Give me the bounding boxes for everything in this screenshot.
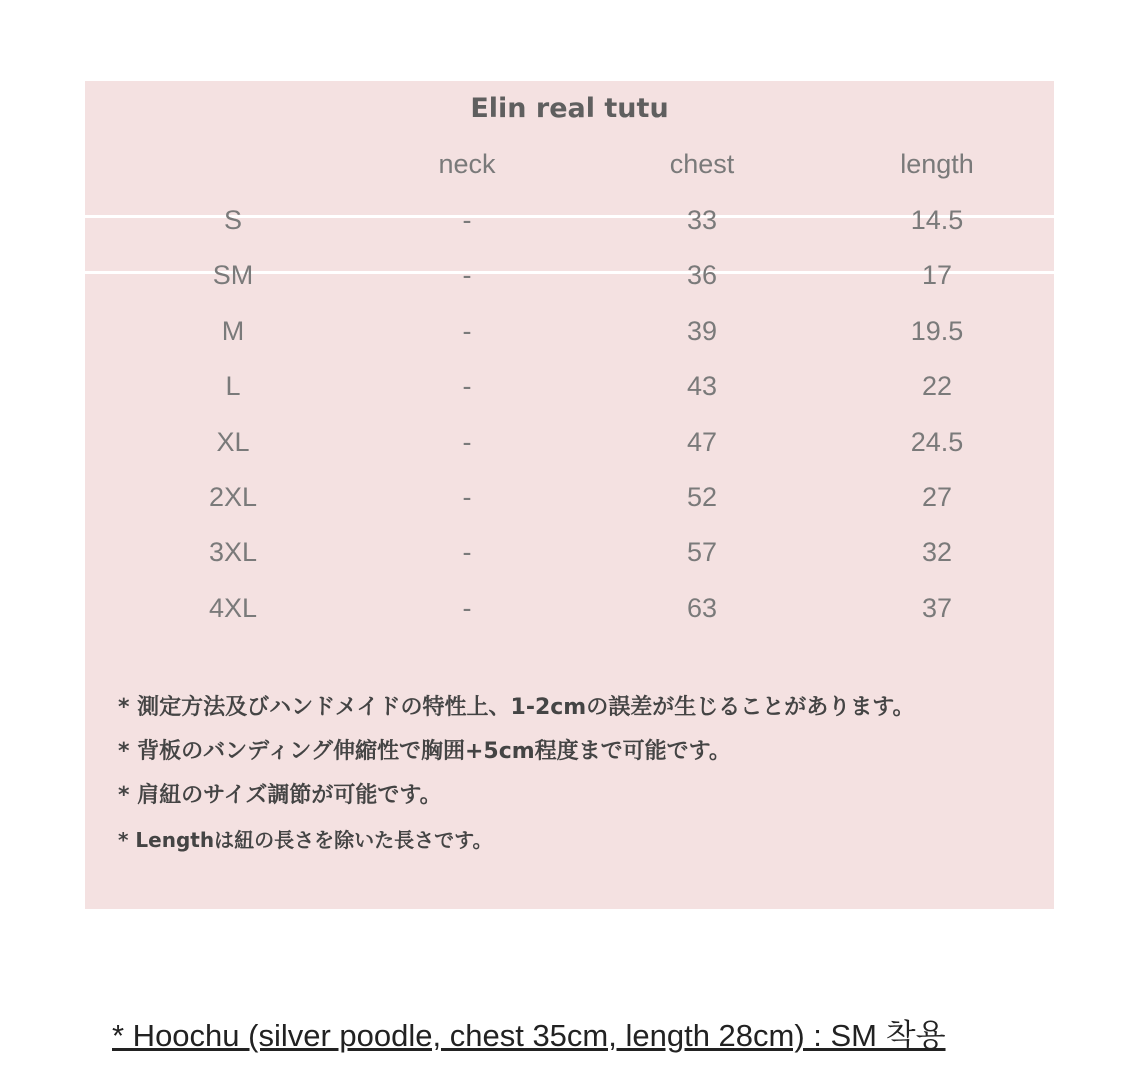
table-row — [85, 415, 1054, 470]
header-chest: chest — [669, 149, 735, 179]
chest-cell: 43 — [686, 371, 718, 401]
size-cell: 2XL — [208, 482, 258, 512]
neck-cell: - — [462, 316, 472, 346]
neck-cell: - — [462, 593, 472, 623]
length-cell: 27 — [921, 482, 953, 512]
neck-cell: - — [462, 371, 472, 401]
chest-cell: 33 — [686, 205, 718, 235]
length-cell: 14.5 — [910, 205, 964, 235]
header-neck: neck — [438, 149, 496, 179]
chest-cell: 36 — [686, 260, 718, 290]
header-row — [85, 137, 1054, 192]
size-cell: XL — [216, 427, 250, 457]
chest-cell: 47 — [686, 427, 718, 457]
chest-cell: 39 — [686, 316, 718, 346]
neck-cell: - — [462, 205, 472, 235]
chest-cell: 57 — [686, 537, 718, 567]
size-cell: 3XL — [208, 537, 258, 567]
table-title: Elin real tutu — [470, 92, 669, 124]
size-cell: S — [223, 205, 242, 235]
table-row — [85, 193, 1054, 248]
neck-cell: - — [462, 260, 472, 290]
note-back-banding: * 背板のバンディング伸縮性で胸囲+5cm程度まで可能です。 — [118, 739, 731, 764]
size-cell: SM — [212, 260, 254, 290]
table-row — [85, 525, 1054, 580]
length-cell: 37 — [921, 593, 953, 623]
note-length-definition: * Lengthは紐の長さを除いた長さです。 — [118, 828, 493, 852]
note-shoulder-strap: * 肩紐のサイズ調節が可能です。 — [118, 783, 442, 808]
table-row — [85, 470, 1054, 525]
length-cell: 32 — [921, 537, 953, 567]
neck-cell: - — [462, 482, 472, 512]
header-length: length — [900, 149, 974, 179]
chest-cell: 52 — [686, 482, 718, 512]
length-cell: 17 — [921, 260, 953, 290]
length-cell: 24.5 — [910, 427, 964, 457]
table-row — [85, 581, 1054, 636]
chest-cell: 63 — [686, 593, 718, 623]
note-measurement-error: * 測定方法及びハンドメイドの特性上、1-2cmの誤差が生じることがあります。 — [118, 695, 915, 720]
notes-block — [118, 688, 914, 864]
size-cell: M — [221, 316, 245, 346]
size-cell: 4XL — [208, 593, 258, 623]
table-row — [85, 248, 1054, 303]
header-size — [173, 137, 293, 192]
neck-cell: - — [462, 427, 472, 457]
length-cell: 22 — [921, 371, 953, 401]
table-row — [85, 304, 1054, 359]
model-fit-note: * Hoochu (silver poodle, chest 35cm, length 28cm) : SM 착용 — [112, 1018, 946, 1053]
size-cell: L — [225, 371, 241, 401]
length-cell: 19.5 — [910, 316, 964, 346]
neck-cell: - — [462, 537, 472, 567]
table-row — [85, 359, 1054, 414]
